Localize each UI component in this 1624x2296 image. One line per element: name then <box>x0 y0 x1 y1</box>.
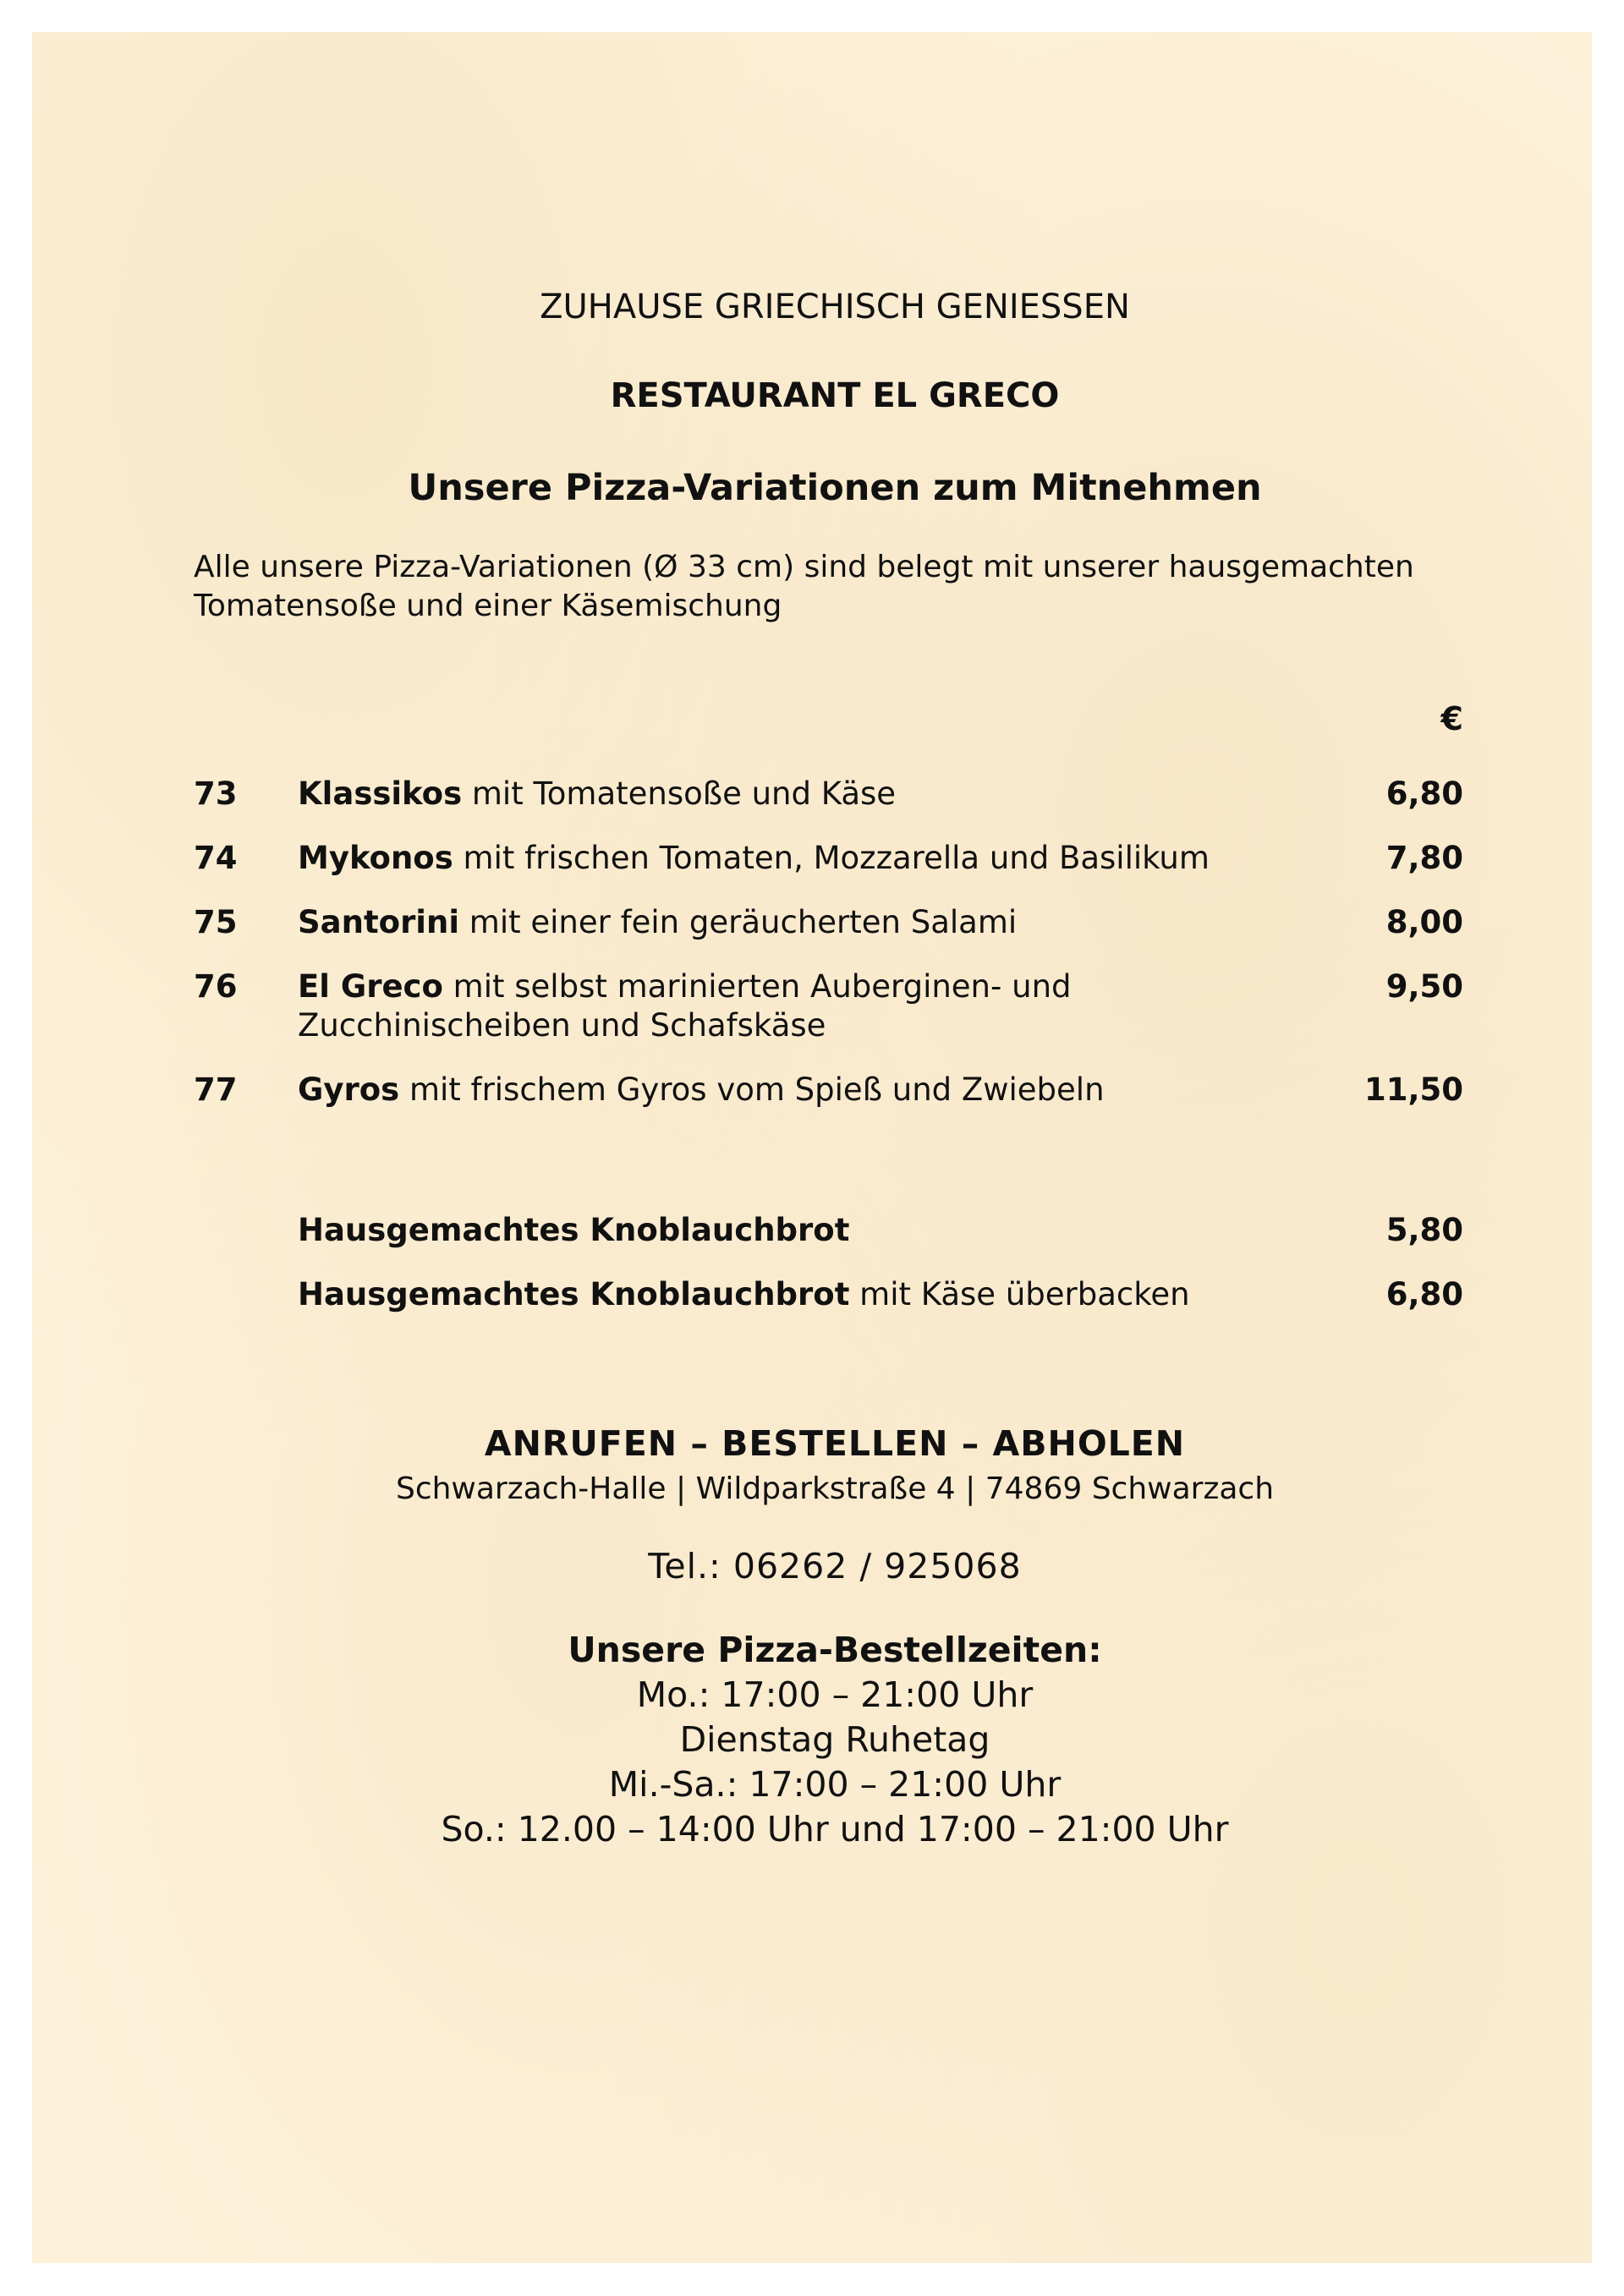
currency-symbol: € <box>1440 700 1463 737</box>
item-number: 77 <box>194 1071 238 1108</box>
item-detail-line-2: Zucchinischeiben und Schafskäse <box>298 1007 826 1044</box>
order-title: ANRUFEN – BESTELLEN – ABHOLEN <box>484 1423 1186 1464</box>
item-name: Santorini <box>298 904 460 940</box>
item-detail: mit frischem Gyros vom Spieß und Zwiebeln <box>399 1071 1105 1108</box>
intro-text <box>194 548 1496 626</box>
item-number: 76 <box>194 968 238 1005</box>
item-detail: mit selbst marinierten Auberginen- und <box>442 968 1072 1005</box>
item-price: 8,00 <box>1385 904 1463 940</box>
item-name: Hausgemachtes Knoblauchbrot <box>298 1276 850 1312</box>
restaurant-name: RESTAURANT EL GRECO <box>610 376 1060 415</box>
item-price: 7,80 <box>1385 840 1463 876</box>
item-number: 75 <box>194 904 238 940</box>
intro-line-2: Tomatensoße und einer Käsemischung <box>194 589 782 623</box>
menu-paper <box>32 32 1592 2263</box>
item-detail: mit Tomatensoße und Käse <box>462 775 897 812</box>
item-name: El Greco <box>298 968 443 1005</box>
menu-subtitle: Unsere Pizza-Variationen zum Mitnehmen <box>408 467 1262 509</box>
item-price: 11,50 <box>1363 1071 1463 1108</box>
item-name: Klassikos <box>298 775 463 812</box>
hours-title: Unsere Pizza-Bestellzeiten: <box>568 1630 1102 1670</box>
intro-line-1: Alle unsere Pizza-Variationen (Ø 33 cm) sind belegt mit unserer hausgemachten <box>194 550 1414 584</box>
item-price: 6,80 <box>1385 775 1463 812</box>
item-name: Gyros <box>298 1071 400 1108</box>
item-description <box>298 903 1355 942</box>
item-description <box>298 1275 1355 1314</box>
item-price: 9,50 <box>1385 968 1463 1005</box>
address: Schwarzach-Halle | Wildparkstraße 4 | 74869 Schwarzach <box>395 1471 1275 1506</box>
item-description <box>298 1071 1355 1110</box>
item-price: 5,80 <box>1385 1212 1463 1248</box>
phone-number: Tel.: 06262 / 925068 <box>648 1546 1022 1586</box>
hours-tuesday: Dienstag Ruhetag <box>679 1719 990 1760</box>
item-description <box>298 967 1355 1045</box>
item-number: 73 <box>194 775 238 812</box>
tagline: ZUHAUSE GRIECHISCH GENIESSEN <box>540 288 1130 326</box>
item-description <box>298 1211 1355 1250</box>
item-detail: mit frischen Tomaten, Mozzarella und Basilikum <box>453 840 1210 876</box>
item-detail: mit einer fein geräucherten Salami <box>459 904 1018 940</box>
hours-monday: Mo.: 17:00 – 21:00 Uhr <box>636 1674 1034 1715</box>
item-name: Mykonos <box>298 840 453 876</box>
hours-sunday: So.: 12.00 – 14:00 Uhr und 17:00 – 21:00 Uhr <box>441 1809 1229 1849</box>
item-price: 6,80 <box>1385 1276 1463 1312</box>
item-description <box>298 839 1355 878</box>
item-description <box>298 775 1355 814</box>
item-name: Hausgemachtes Knoblauchbrot <box>298 1212 850 1248</box>
item-detail: mit Käse überbacken <box>849 1276 1190 1312</box>
hours-wed-sat: Mi.-Sa.: 17:00 – 21:00 Uhr <box>608 1764 1062 1805</box>
item-number: 74 <box>194 840 238 876</box>
